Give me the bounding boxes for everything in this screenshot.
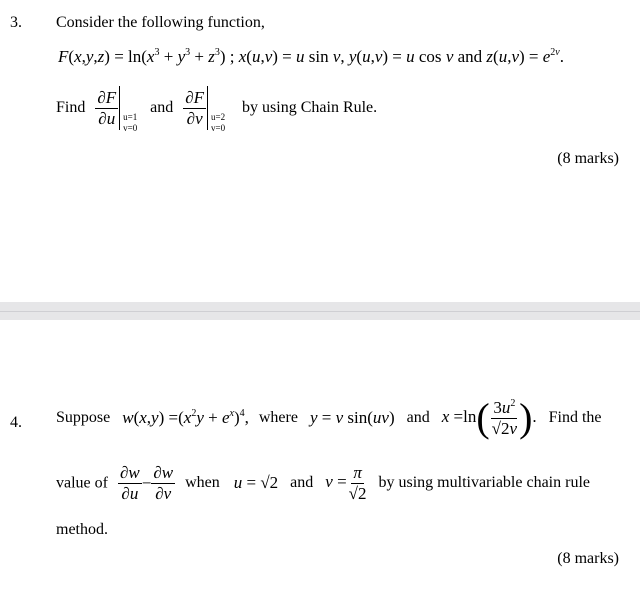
partial-w-partial-u: $\frac{\partial w}{\partial u}$	[119, 463, 140, 503]
multivariable-chain-text: by using multivariable chain rule	[378, 474, 590, 492]
question-4-line-2: value of $\frac{\partial w}{\partial u}$ − $\frac{\partial w}{\partial v}$ when u = √2 and v = $\frac{\pi}{√2}$ by using multivariable chain rule	[56, 463, 590, 503]
method-text: method.	[56, 521, 108, 538]
question-3-number: 3.	[10, 14, 22, 31]
eval1-v: v=0	[123, 123, 138, 133]
partial-w-partial-v: $\frac{\partial w}{\partial v}$	[153, 463, 174, 503]
question-4-line-1	[56, 395, 602, 440]
u-value: u = √2	[233, 473, 279, 493]
y-definition: y = v sin(uv)	[309, 408, 395, 427]
partial-f-partial-u: $\frac{\partial F}{\partial u}$	[97, 87, 117, 128]
find-the-text: Find the	[548, 409, 602, 426]
and-word-q4-2: and	[290, 474, 314, 492]
v-value: v = $\frac{\pi}{√2}$	[325, 463, 367, 503]
value-of-text: value of	[56, 474, 108, 492]
eval2-v: v=0	[211, 123, 226, 133]
chain-rule-text: by using Chain Rule.	[242, 99, 378, 116]
where-word: where	[258, 409, 298, 426]
eval-bar-2	[207, 86, 230, 133]
question-separator	[0, 302, 640, 320]
and-word-q4: and	[406, 409, 430, 426]
function-definition: $F(x,y,z) = \ln(x^3 + y^3 + z^3)$ ; x(u,v) = u sin v, y(u,v) = u cos v and $z(u,v) = e^{2v}$.	[58, 47, 564, 66]
find-partials-line	[56, 86, 378, 133]
find-word: Find	[56, 99, 86, 116]
eval2-u: u=2	[211, 112, 226, 122]
eval1-u: u=1	[123, 112, 138, 122]
question-3-intro: Consider the following function,	[56, 14, 265, 31]
question-4-number: 4.	[10, 414, 22, 431]
when-word: when	[185, 474, 220, 492]
partial-f-partial-v: $\frac{\partial F}{\partial v}$	[185, 87, 205, 128]
suppose-word: Suppose	[56, 409, 111, 426]
question-3-marks: (8 marks)	[557, 150, 619, 167]
question-4-marks: (8 marks)	[557, 550, 619, 567]
x-definition: x =ln( $\frac{3u^2}{√2v}$ ).	[441, 395, 537, 440]
and-word: and	[150, 99, 174, 116]
w-definition: $w(x,y) =(x^2y + e^x)^4$,	[122, 408, 249, 427]
eval-bar-1	[119, 86, 142, 133]
